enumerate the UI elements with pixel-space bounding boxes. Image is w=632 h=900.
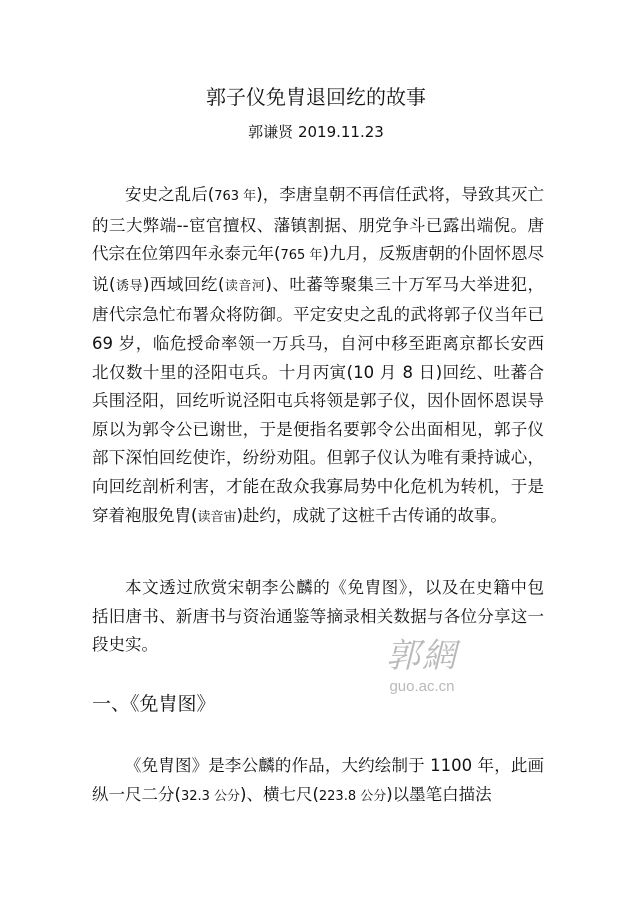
small-text-segment: 763 年 — [214, 189, 257, 204]
text-segment: )赴约，成就了这桩千古传诵的故事。 — [236, 505, 507, 525]
text-segment: )九月，反叛唐朝的仆固怀恩尽说( — [92, 244, 545, 294]
small-text-segment: 诱导 — [115, 278, 143, 294]
small-text-segment: 765 年 — [280, 248, 323, 264]
text-segment: )、横七尺( — [240, 784, 319, 804]
watermark-url: guo.ac.cn — [389, 678, 455, 695]
text-segment: 安史之乱后( — [125, 185, 215, 204]
text-segment: )西域回纥( — [142, 274, 225, 294]
text-segment: )、吐蕃等聚集三十万军马大举进犯，唐代宗急忙布署众将防御。平定安史之乱的武将郭子仪当年已 69 岁，临危授命率领一万兵马，自河中移至距离京都长安西北仅数十里的泾阳屯兵。十月丙寅(10 月 8 日)回纥、吐蕃合兵围泾阳，回纥听说泾阳屯兵将领是郭子仪，因仆固怀恩误导原以为郭令公已谢世，于是便指名要郭令公出面相见，郭子仪部下深怕回纥使诈，纷纷劝阻。但郭子仪认为唯有秉持诚心，向回纥剖析利害，才能在敌众我寡局势中化危机为转机，于是穿着袍服免胄( — [92, 274, 544, 525]
small-text-segment: 读音宙 — [197, 509, 237, 525]
overview-paragraph — [92, 574, 544, 660]
text-segment: 《免胄图》是李公麟的作品，大约绘制于 1100 年，此画纵一尺二分( — [92, 756, 544, 804]
watermark-logo: 郭網 — [386, 636, 458, 676]
document-title: 郭子仪免胄退回纥的故事 — [206, 85, 426, 109]
author-date-line: 郭谦贤 2019.11.23 — [248, 123, 384, 141]
text-segment: 本文透过欣赏宋朝李公麟的《免胄图》，以及在史籍中包括旧唐书、新唐书与资治通鉴等摘录相关数据与各位分享这一段史实。 — [92, 578, 544, 655]
site-watermark — [372, 636, 472, 696]
text-segment: )以墨笔白描法 — [386, 784, 492, 804]
intro-paragraph — [92, 181, 544, 532]
text-segment: )，李唐皇朝不再信任武将，导致其灭亡的三大弊端--宦官擅权、藩镇割据、朋党争斗已露出端倪。唐代宗在位第四年永泰元年( — [92, 185, 545, 264]
painting-paragraph — [92, 752, 544, 811]
small-text-segment: 32.3 公分 — [180, 788, 241, 804]
section-heading: 一、《免胄图》 — [92, 693, 216, 715]
small-text-segment: 223.8 公分 — [318, 788, 387, 804]
small-text-segment: 读音河 — [224, 278, 266, 294]
